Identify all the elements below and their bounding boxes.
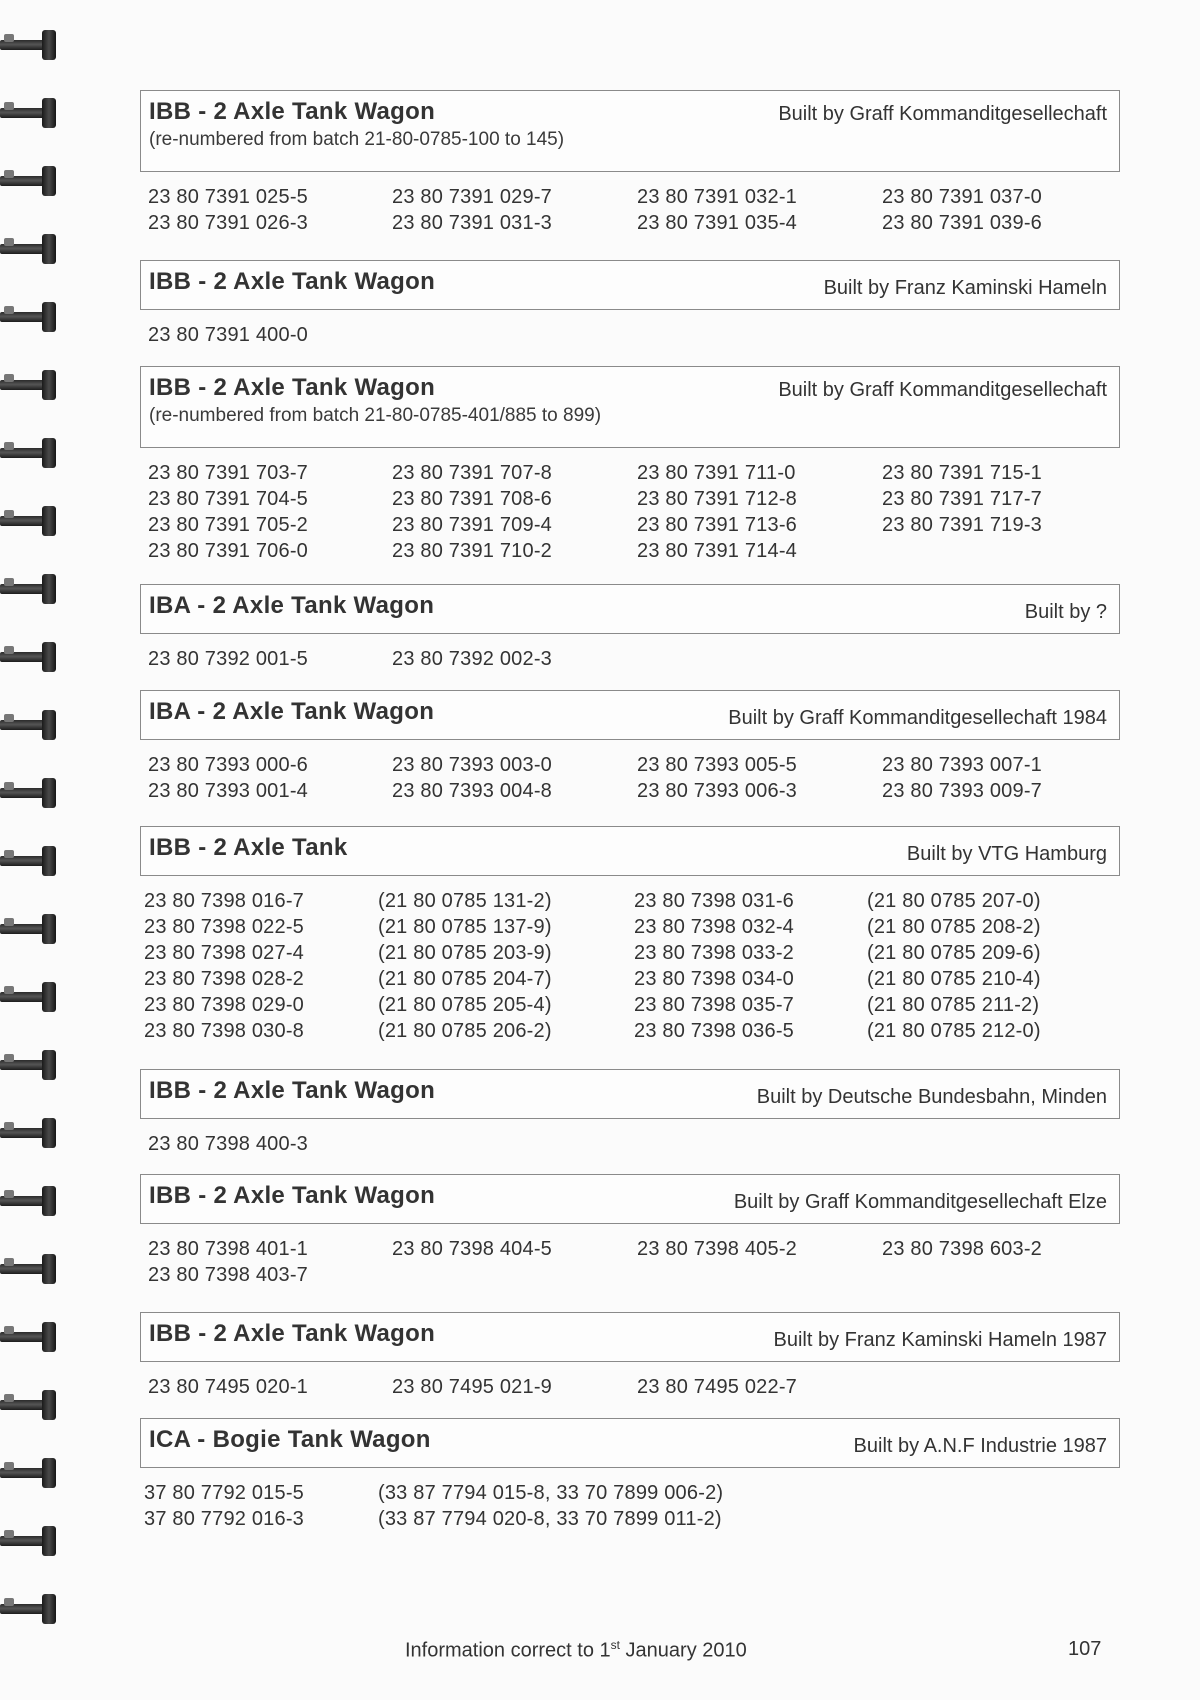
wagon-type-title: IBB - 2 Axle Tank Wagon xyxy=(149,1077,436,1104)
wagon-number: 37 80 7792 015-5 xyxy=(144,1482,305,1504)
wagon-number-list xyxy=(140,322,1120,348)
wagon-section xyxy=(140,584,1120,672)
wagon-section xyxy=(140,90,1120,236)
number-column xyxy=(882,1236,1042,1262)
wagon-type-title: IBA - 2 Axle Tank Wagon xyxy=(149,698,435,725)
wagon-number: 23 80 7391 705-2 xyxy=(148,514,309,536)
number-column xyxy=(378,1480,723,1532)
builder-label: Built by Graff Kommanditgesellechaft Elze xyxy=(733,1191,1107,1213)
wagon-number: 23 80 7393 009-7 xyxy=(882,780,1043,802)
wagon-number: (21 80 0785 212-0) xyxy=(867,1020,1041,1042)
wagon-number: (21 80 0785 209-6) xyxy=(867,942,1041,964)
wagon-section xyxy=(140,260,1120,348)
wagon-number: 23 80 7393 003-0 xyxy=(392,754,553,776)
wagon-number: 23 80 7398 030-8 xyxy=(144,1020,305,1042)
wagon-type-title: IBB - 2 Axle Tank Wagon xyxy=(149,1182,436,1209)
renumbering-note: (re-numbered from batch 21-80-0785-401/885 to 899) xyxy=(149,405,602,426)
wagon-number: 23 80 7391 029-7 xyxy=(392,186,553,208)
wagon-number: 23 80 7392 002-3 xyxy=(392,648,553,670)
number-column xyxy=(637,752,797,804)
number-column xyxy=(148,460,308,564)
wagon-number: 23 80 7398 035-7 xyxy=(634,994,795,1016)
wagon-number: 23 80 7398 022-5 xyxy=(144,916,305,938)
wagon-number-list xyxy=(140,1374,1120,1400)
number-column xyxy=(867,888,1041,1044)
builder-label: Built by Graff Kommanditgesellechaft xyxy=(778,103,1107,125)
wagon-number: 23 80 7398 036-5 xyxy=(634,1020,795,1042)
wagon-number: 23 80 7398 034-0 xyxy=(634,968,795,990)
wagon-type-title: IBA - 2 Axle Tank Wagon xyxy=(149,592,435,619)
wagon-number-list xyxy=(140,460,1120,564)
builder-label: Built by Graff Kommanditgesellechaft 1984 xyxy=(728,707,1107,729)
wagon-section xyxy=(140,366,1120,564)
wagon-number: 23 80 7391 717-7 xyxy=(882,488,1043,510)
number-column xyxy=(148,184,308,236)
section-header-box xyxy=(140,690,1120,740)
wagon-number: 23 80 7391 039-6 xyxy=(882,212,1043,234)
wagon-section xyxy=(140,1312,1120,1400)
wagon-type-title: IBB - 2 Axle Tank xyxy=(149,834,348,861)
wagon-number: 23 80 7393 005-5 xyxy=(637,754,798,776)
wagon-number: 23 80 7391 031-3 xyxy=(392,212,553,234)
wagon-number: 23 80 7391 704-5 xyxy=(148,488,309,510)
wagon-number: 23 80 7495 021-9 xyxy=(392,1376,553,1398)
section-header-box xyxy=(140,260,1120,310)
section-header-box xyxy=(140,1069,1120,1119)
wagon-number-list xyxy=(140,1236,1120,1288)
number-column xyxy=(637,1374,797,1400)
wagon-number: 23 80 7391 708-6 xyxy=(392,488,553,510)
wagon-number: 23 80 7391 710-2 xyxy=(392,540,553,562)
wagon-number-list xyxy=(140,888,1120,1044)
wagon-number: 23 80 7398 403-7 xyxy=(148,1264,309,1286)
wagon-number: (21 80 0785 205-4) xyxy=(378,994,552,1016)
wagon-type-title: IBB - 2 Axle Tank Wagon xyxy=(149,98,436,125)
wagon-number-list xyxy=(140,646,1120,672)
wagon-number: 37 80 7792 016-3 xyxy=(144,1508,305,1530)
number-column xyxy=(148,1374,308,1400)
footer-note: Information correct to 1st January 2010 xyxy=(405,1638,747,1662)
wagon-number: 23 80 7391 713-6 xyxy=(637,514,798,536)
wagon-number: 23 80 7398 028-2 xyxy=(144,968,305,990)
section-header-box xyxy=(140,826,1120,876)
wagon-number-list xyxy=(140,752,1120,804)
number-column xyxy=(144,1480,304,1532)
wagon-type-title: IBB - 2 Axle Tank Wagon xyxy=(149,374,436,401)
wagon-section xyxy=(140,826,1120,1044)
builder-label: Built by ? xyxy=(1024,601,1107,623)
number-column xyxy=(882,752,1042,804)
wagon-type-title: IBB - 2 Axle Tank Wagon xyxy=(149,268,436,295)
wagon-type-title: IBB - 2 Axle Tank Wagon xyxy=(149,1320,436,1347)
wagon-number: 23 80 7391 714-4 xyxy=(637,540,798,562)
wagon-number: 23 80 7391 400-0 xyxy=(148,324,309,346)
builder-label: Built by Franz Kaminski Hameln xyxy=(823,277,1107,299)
wagon-number-list xyxy=(140,184,1120,236)
number-column xyxy=(637,1236,797,1262)
wagon-number: 23 80 7391 707-8 xyxy=(392,462,553,484)
wagon-number: 23 80 7391 711-0 xyxy=(637,462,796,484)
wagon-number: 23 80 7495 020-1 xyxy=(148,1376,309,1398)
wagon-number: 23 80 7393 007-1 xyxy=(882,754,1043,776)
page-number: 107 xyxy=(1068,1638,1102,1660)
number-column xyxy=(392,752,552,804)
wagon-number: 23 80 7398 029-0 xyxy=(144,994,305,1016)
wagon-number: (21 80 0785 210-4) xyxy=(867,968,1041,990)
wagon-type-title: ICA - Bogie Tank Wagon xyxy=(149,1426,431,1453)
wagon-number: 23 80 7392 001-5 xyxy=(148,648,309,670)
number-column xyxy=(882,184,1042,236)
number-column xyxy=(882,460,1042,538)
number-column xyxy=(392,1374,552,1400)
wagon-number: 23 80 7391 706-0 xyxy=(148,540,309,562)
wagon-number: 23 80 7391 712-8 xyxy=(637,488,798,510)
wagon-number-list xyxy=(140,1480,1120,1532)
wagon-number: (33 87 7794 015-8, 33 70 7899 006-2) xyxy=(378,1482,724,1504)
wagon-number: (21 80 0785 137-9) xyxy=(378,916,552,938)
wagon-number: 23 80 7391 032-1 xyxy=(637,186,798,208)
wagon-number: (21 80 0785 211-2) xyxy=(867,994,1040,1016)
wagon-number: (21 80 0785 203-9) xyxy=(378,942,552,964)
number-column xyxy=(148,1236,308,1288)
number-column xyxy=(148,1131,308,1157)
wagon-section xyxy=(140,1174,1120,1288)
wagon-number-list xyxy=(140,1131,1120,1157)
wagon-number: 23 80 7391 715-1 xyxy=(882,462,1043,484)
number-column xyxy=(637,460,797,564)
number-column xyxy=(392,1236,552,1262)
section-header-box xyxy=(140,90,1120,172)
wagon-number: (33 87 7794 020-8, 33 70 7899 011-2) xyxy=(378,1508,722,1530)
wagon-number: 23 80 7391 037-0 xyxy=(882,186,1043,208)
number-column xyxy=(392,184,552,236)
wagon-number: 23 80 7495 022-7 xyxy=(637,1376,798,1398)
section-header-box xyxy=(140,1418,1120,1468)
wagon-number: (21 80 0785 131-2) xyxy=(378,890,552,912)
number-column xyxy=(144,888,304,1044)
number-column xyxy=(392,460,552,564)
builder-label: Built by VTG Hamburg xyxy=(906,843,1107,865)
wagon-number: 23 80 7393 000-6 xyxy=(148,754,309,776)
wagon-number: (21 80 0785 206-2) xyxy=(378,1020,552,1042)
wagon-number: 23 80 7398 016-7 xyxy=(144,890,305,912)
wagon-number: 23 80 7398 404-5 xyxy=(392,1238,553,1260)
wagon-number: 23 80 7391 719-3 xyxy=(882,514,1043,536)
wagon-number: 23 80 7391 035-4 xyxy=(637,212,798,234)
builder-label: Built by A.N.F Industrie 1987 xyxy=(853,1435,1107,1457)
wagon-number: 23 80 7398 401-1 xyxy=(148,1238,309,1260)
number-column xyxy=(637,184,797,236)
wagon-number: 23 80 7398 031-6 xyxy=(634,890,795,912)
number-column xyxy=(634,888,794,1044)
wagon-section xyxy=(140,690,1120,804)
wagon-number: 23 80 7391 703-7 xyxy=(148,462,309,484)
builder-label: Built by Franz Kaminski Hameln 1987 xyxy=(773,1329,1107,1351)
wagon-number: 23 80 7398 027-4 xyxy=(144,942,305,964)
wagon-number: 23 80 7398 603-2 xyxy=(882,1238,1043,1260)
wagon-number: 23 80 7391 709-4 xyxy=(392,514,553,536)
wagon-number: 23 80 7398 032-4 xyxy=(634,916,795,938)
section-header-box xyxy=(140,584,1120,634)
wagon-number: 23 80 7393 001-4 xyxy=(148,780,309,802)
wagon-number: 23 80 7391 025-5 xyxy=(148,186,309,208)
wagon-section xyxy=(140,1069,1120,1157)
section-header-box xyxy=(140,1312,1120,1362)
wagon-number: (21 80 0785 208-2) xyxy=(867,916,1041,938)
wagon-number: (21 80 0785 204-7) xyxy=(378,968,552,990)
wagon-number: 23 80 7393 006-3 xyxy=(637,780,798,802)
section-header-box xyxy=(140,1174,1120,1224)
renumbering-note: (re-numbered from batch 21-80-0785-100 to 145) xyxy=(149,129,565,150)
number-column xyxy=(148,752,308,804)
number-column xyxy=(378,888,552,1044)
builder-label: Built by Graff Kommanditgesellechaft xyxy=(778,379,1107,401)
number-column xyxy=(392,646,552,672)
wagon-number: 23 80 7398 400-3 xyxy=(148,1133,309,1155)
wagon-number: (21 80 0785 207-0) xyxy=(867,890,1041,912)
number-column xyxy=(148,646,308,672)
builder-label: Built by Deutsche Bundesbahn, Minden xyxy=(756,1086,1107,1108)
number-column xyxy=(148,322,308,348)
section-header-box xyxy=(140,366,1120,448)
wagon-number: 23 80 7398 405-2 xyxy=(637,1238,798,1260)
wagon-number: 23 80 7391 026-3 xyxy=(148,212,309,234)
wagon-section xyxy=(140,1418,1120,1532)
wagon-number: 23 80 7393 004-8 xyxy=(392,780,553,802)
wagon-number: 23 80 7398 033-2 xyxy=(634,942,795,964)
